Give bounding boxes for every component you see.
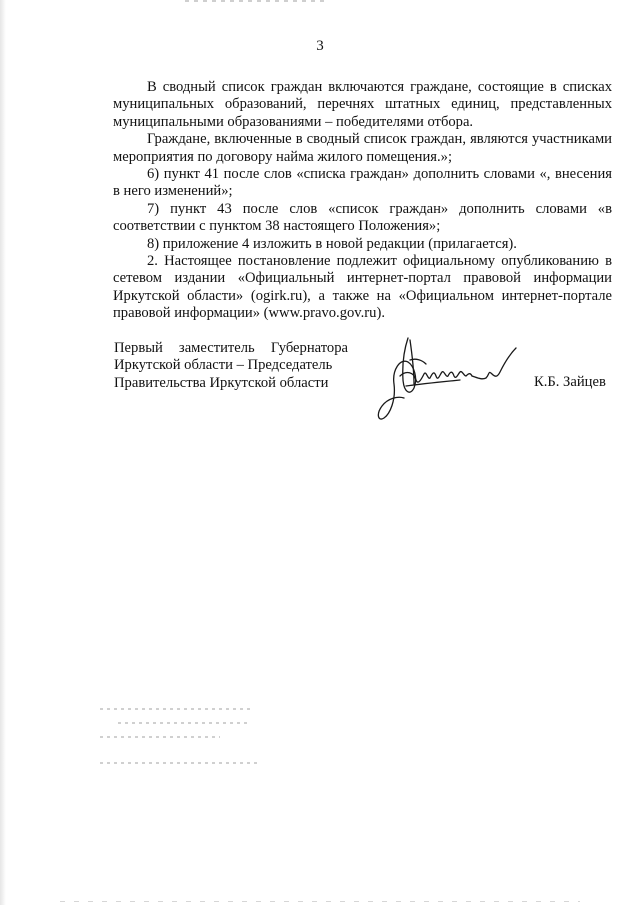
paragraph: 7) пункт 43 после слов «список граждан» дополнить словами «в соответствии с пунктом 38 настоящего Положения»; <box>113 200 612 235</box>
paragraph: 6) пункт 41 после слов «списка граждан» дополнить словами «, внесения в него изменений»; <box>113 166 612 200</box>
scan-edge-shadow <box>0 0 6 905</box>
paragraph: В сводный список граждан включаются граждане, состоящие в списках муниципальных образований, перечнях штатных единиц, представленных муниципальными образованиями – победителями отбора. <box>113 79 612 130</box>
document-body <box>113 79 612 323</box>
signatory-position-line: Правительства Иркутской области <box>114 374 329 391</box>
page-number: 3 <box>316 38 324 54</box>
signatory-position-line: Иркутской области – Председатель <box>114 357 333 374</box>
signatory-position-line: Первый заместитель Губернатора <box>114 340 348 356</box>
scan-top-marks <box>185 0 325 2</box>
paragraph: Граждане, включенные в сводный список граждан, являются участниками мероприятия по договору найма жилого помещения.»; <box>113 131 612 165</box>
signatory-name: К.Б. Зайцев <box>534 374 606 390</box>
handwritten-signature <box>370 330 530 430</box>
signatory-position <box>114 340 348 392</box>
paragraph: 2. Настоящее постановление подлежит официальному опубликованию в сетевом издании «Официальный интернет-портал правовой информации Иркутской области» (ogirk.ru), а также на «Официальном интернет-портале правовой информации» (www.pravo.gov.ru). <box>113 253 612 322</box>
scan-bottom-marks <box>60 901 580 902</box>
faint-registration-stamp <box>100 700 270 780</box>
paragraph: 8) приложение 4 изложить в новой редакции (прилагается). <box>147 235 517 252</box>
